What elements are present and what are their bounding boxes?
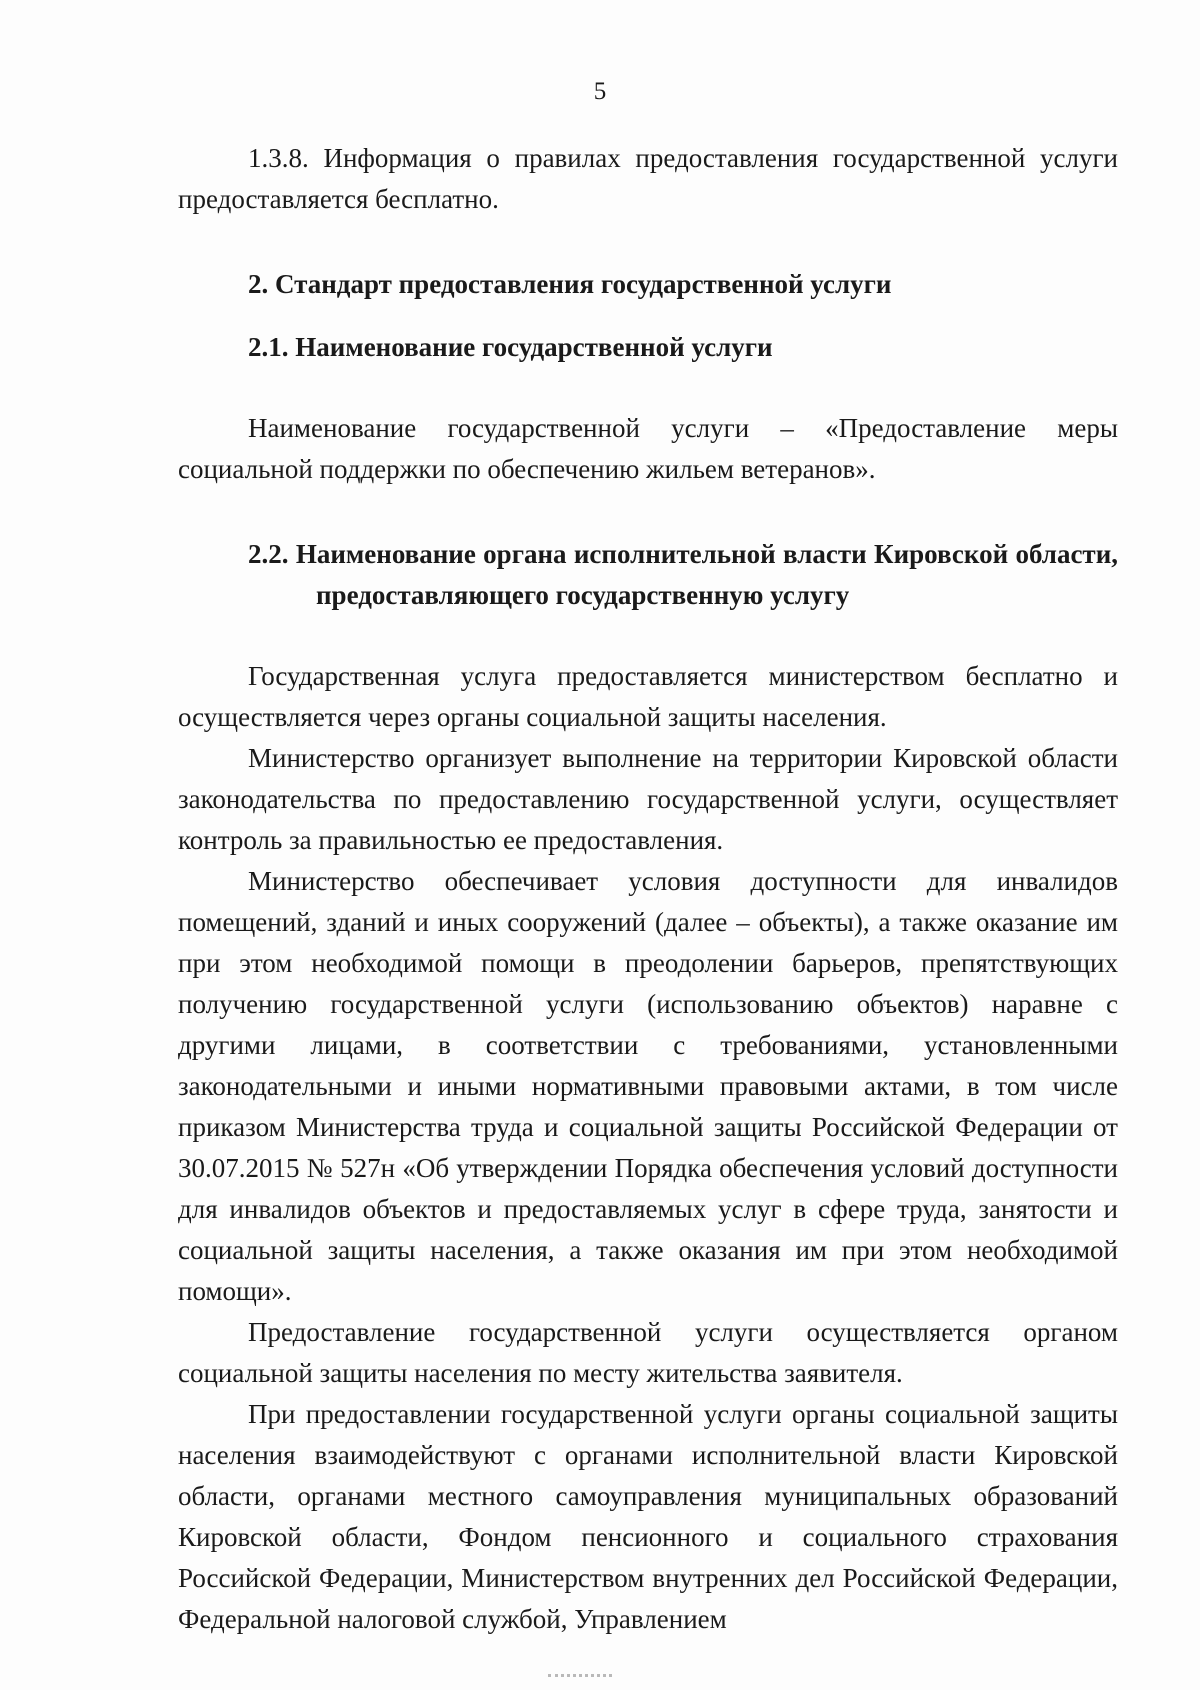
paragraph-service-name: Наименование государственной услуги – «Предоставление меры социальной поддержки по обеспечению жильем ветеранов». xyxy=(178,413,1118,484)
paragraph-service-provider: Государственная услуга предоставляется министерством бесплатно и осуществляется через органы социальной защиты населения. xyxy=(178,661,1118,732)
paragraph-place-of-residence: Предоставление государственной услуги осуществляется органом социальной защиты населения по месту жительства заявителя. xyxy=(178,1317,1118,1388)
paragraph-ministry-organizes: Министерство организует выполнение на территории Кировской области законодательства по предоставлению государственной услуги, осуществляет контроль за правильностью ее предоставления. xyxy=(178,743,1118,855)
heading-section-2: 2. Стандарт предоставления государственной услуги xyxy=(248,269,892,299)
scan-artifact xyxy=(548,1674,612,1687)
paragraph-1-3-8: 1.3.8. Информация о правилах предоставления государственной услуги предоставляется бесплатно. xyxy=(178,143,1118,214)
heading-section-2-2: 2.2. Наименование органа исполнительной власти Кировской области, предоставляющего государственную услугу xyxy=(248,539,1118,610)
heading-section-2-1: 2.1. Наименование государственной услуги xyxy=(248,332,773,362)
document-body xyxy=(178,138,1118,1640)
paragraph-accessibility: Министерство обеспечивает условия доступности для инвалидов помещений, зданий и иных сооружений (далее – объекты), а также оказание им при этом необходимой помощи в преодолении барьеров, препятствующих получению государственной услуги (использованию объектов) наравне с другими лицами, в соответствии с требованиями, установленными законодательными и иными нормативными правовыми актами, в том числе приказом Министерства труда и социальной защиты Российской Федерации от 30.07.2015 № 527н «Об утверждении Порядка обеспечения условий доступности для инвалидов объектов и предоставляемых услуг в сфере труда, занятости и социальной защиты населения, а также оказания им при этом необходимой помощи». xyxy=(178,866,1118,1306)
paragraph-interaction: При предоставлении государственной услуги органы социальной защиты населения взаимодействуют с органами исполнительной власти Кировской области, органами местного самоуправления муниципальных образований Кировской области, Фондом пенсионного и социального страхования Российской Федерации, Министерством внутренних дел Российской Федерации, Федеральной налоговой службой, Управлением xyxy=(178,1399,1118,1634)
page-number: 5 xyxy=(593,78,607,105)
